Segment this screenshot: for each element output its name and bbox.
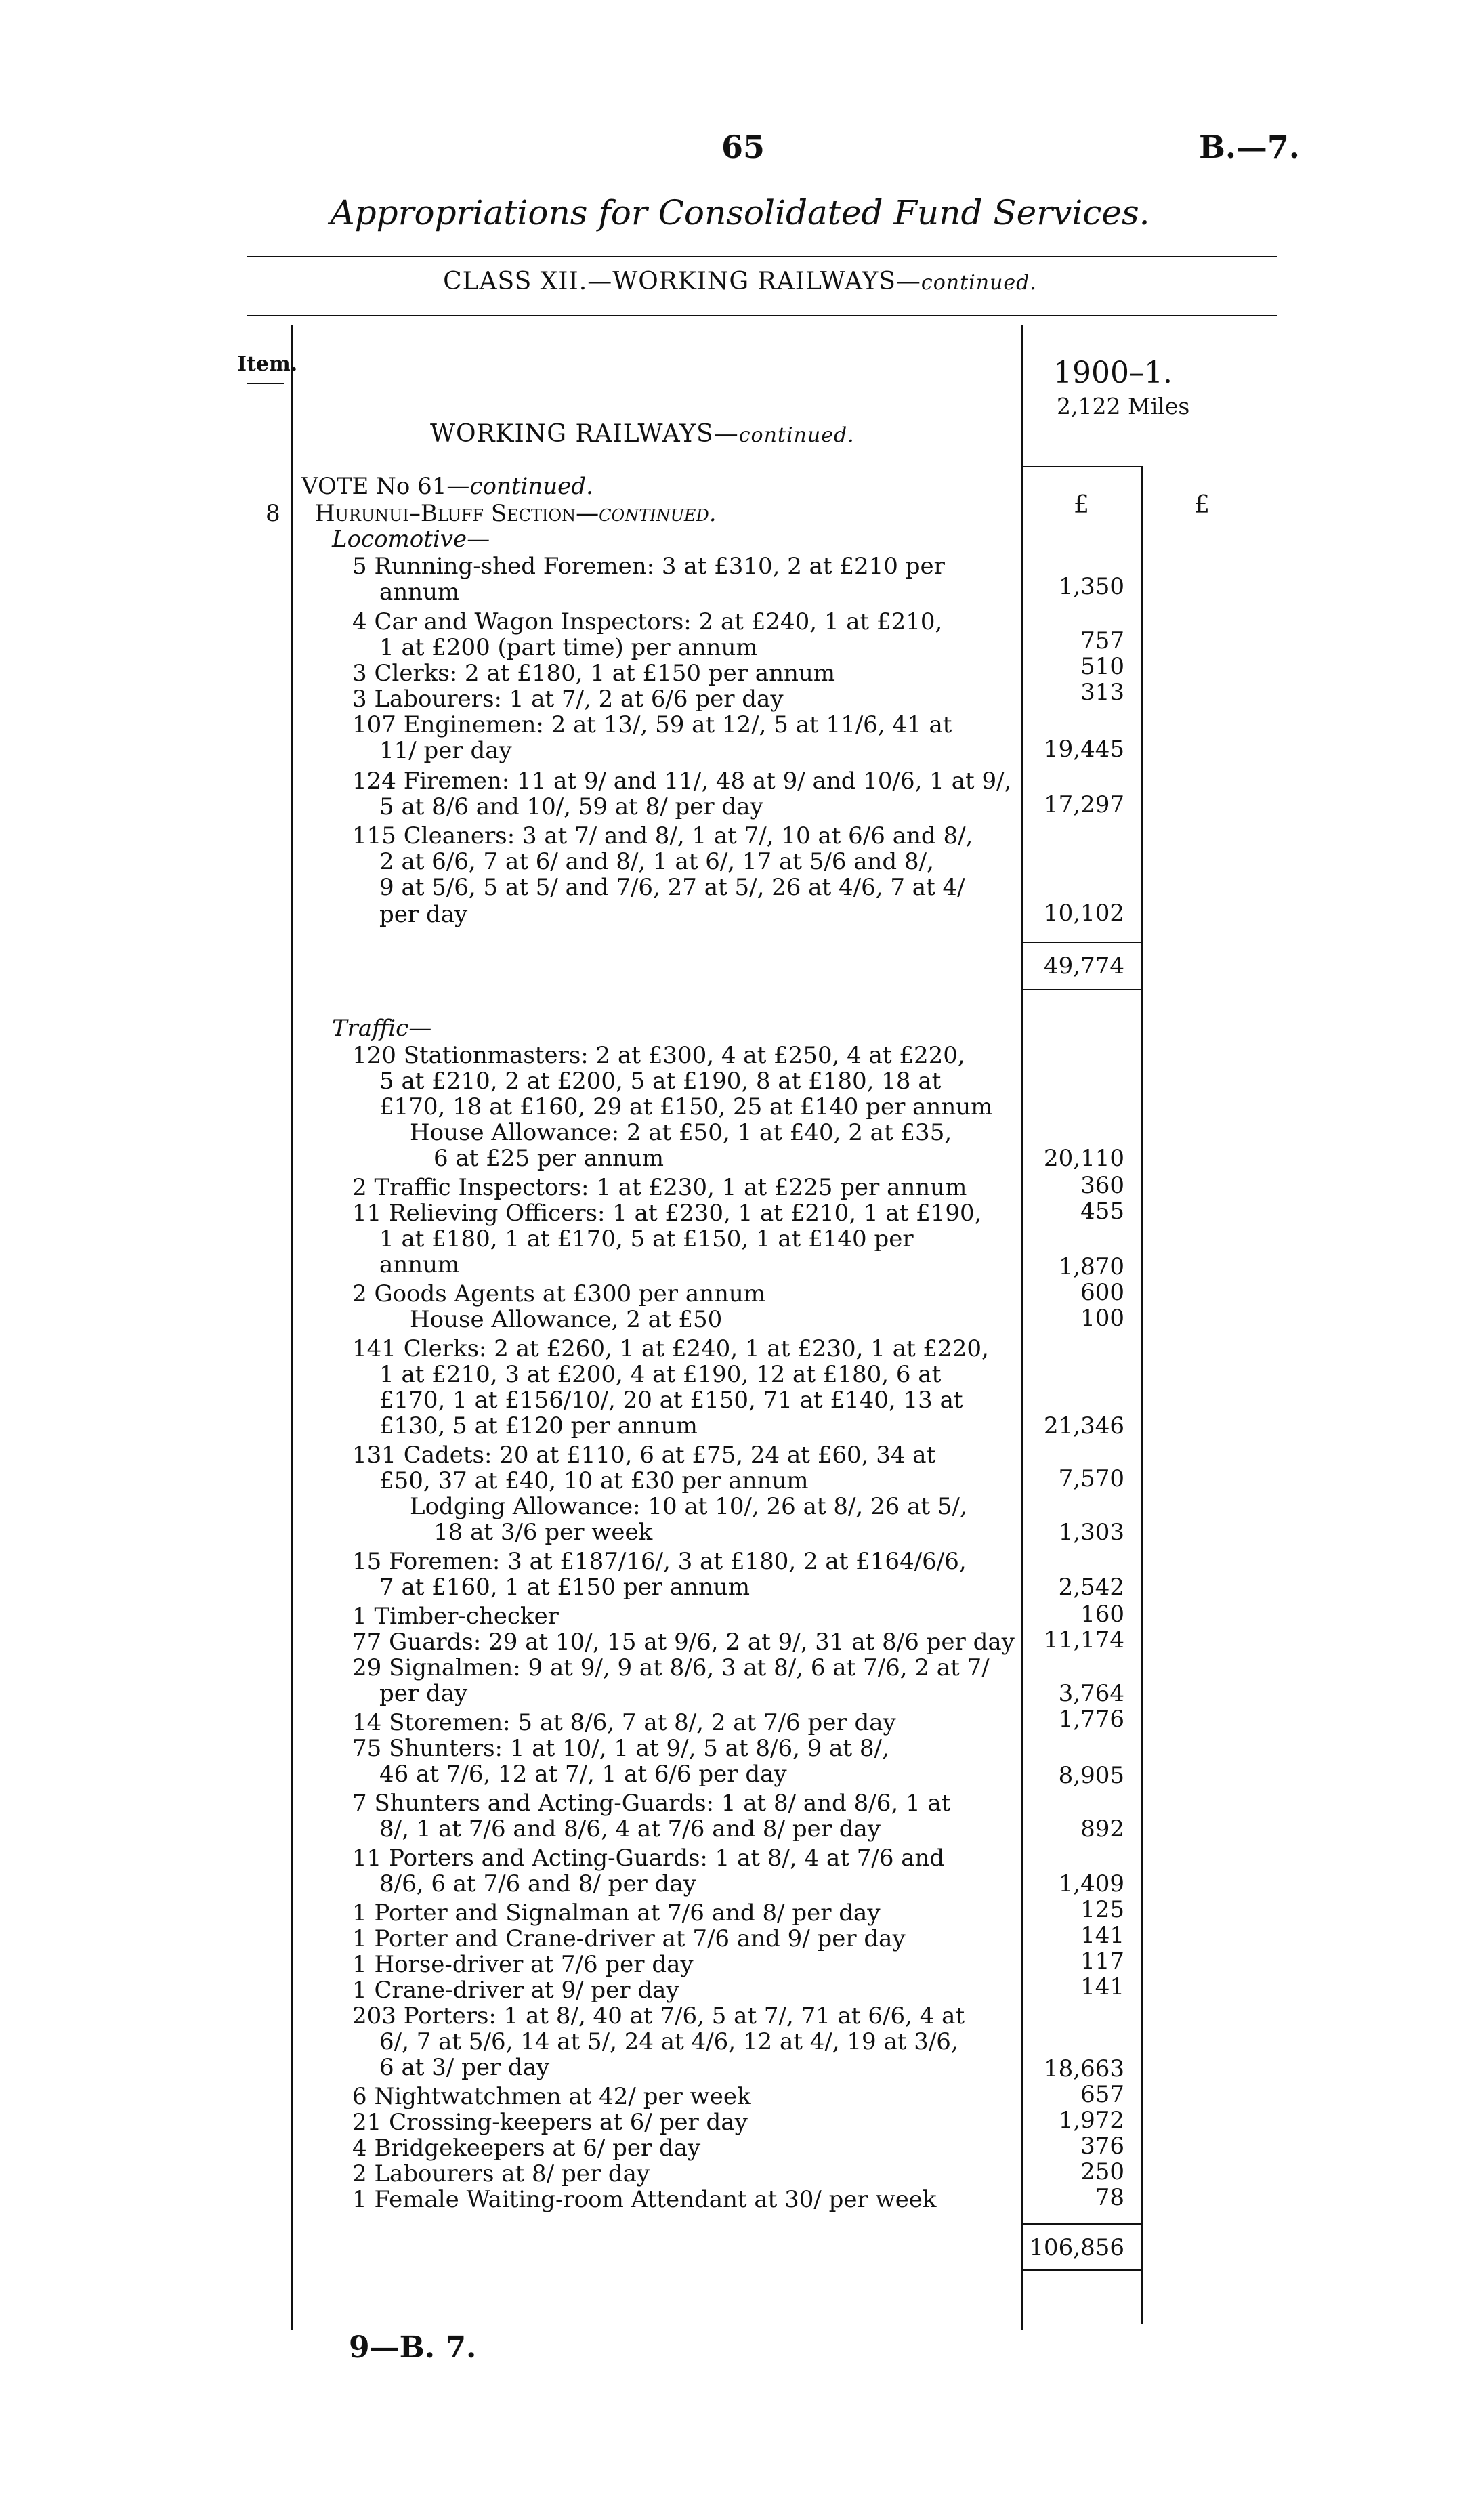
footer-signature: 9—B. 7. <box>349 2330 477 2365</box>
traffic-line: 4 Bridgekeepers at 6/ per day <box>352 2135 701 2162</box>
amount: 1,303 <box>1058 1519 1124 1546</box>
amount: 117 <box>1080 1948 1124 1975</box>
traffic-line: 2 Labourers at 8/ per day <box>352 2160 650 2187</box>
amount: 1,972 <box>1058 2107 1124 2134</box>
traffic-line: 21 Crossing-keepers at 6/ per day <box>352 2109 748 2136</box>
rule-traffic-total <box>1021 2223 1143 2225</box>
traffic-line: £170, 18 at £160, 29 at £150, 25 at £140 per annum <box>379 1093 993 1120</box>
traffic-line: 5 at £210, 2 at £200, 5 at £190, 8 at £180, 18 at <box>379 1068 942 1095</box>
traffic-line: £130, 5 at £120 per annum <box>379 1412 698 1440</box>
traffic-line: 1 at £180, 1 at £170, 5 at £150, 1 at £140 per <box>379 1225 914 1253</box>
traffic-line: 11 Relieving Officers: 1 at £230, 1 at £210, 1 at £190, <box>352 1200 982 1227</box>
rule-locomotive-total-bottom <box>1021 989 1143 990</box>
traffic-line: £170, 1 at £156/10/, 20 at £150, 71 at £140, 13 at <box>379 1387 963 1414</box>
amount: 10,102 <box>1044 900 1124 927</box>
locomotive-line: 124 Firemen: 11 at 9/ and 11/, 48 at 9/ and 10/6, 1 at 9/, <box>352 768 1012 795</box>
amount: 757 <box>1080 627 1124 654</box>
amount: 100 <box>1080 1305 1124 1332</box>
amount: 3,764 <box>1058 1680 1124 1707</box>
traffic-line: 7 Shunters and Acting-Guards: 1 at 8/ and 8/6, 1 at <box>352 1790 951 1817</box>
amount: 141 <box>1080 1973 1124 2000</box>
subsection-heading: Hurunui–Bluff Section—continued. <box>315 500 717 527</box>
traffic-total: 106,856 <box>1029 2234 1124 2261</box>
divider-item-column <box>291 325 293 2330</box>
amount: 2,542 <box>1058 1574 1124 1601</box>
document-reference: B.—7. <box>1199 129 1300 165</box>
locomotive-line: 115 Cleaners: 3 at 7/ and 8/, 1 at 7/, 10 at 6/6 and 8/, <box>352 822 973 849</box>
traffic-line: 14 Storemen: 5 at 8/6, 7 at 8/, 2 at 7/6 per day <box>352 1709 896 1736</box>
amount: 1,350 <box>1058 573 1124 600</box>
locomotive-line: annum <box>379 579 460 606</box>
amount: 892 <box>1080 1815 1124 1843</box>
amount: 160 <box>1080 1601 1124 1628</box>
traffic-line: annum <box>379 1251 460 1278</box>
amount: 78 <box>1095 2184 1124 2211</box>
amount: 510 <box>1080 653 1124 680</box>
locomotive-line: 1 at £200 (part time) per annum <box>379 634 758 661</box>
rule-top <box>247 256 1277 257</box>
amount: 17,297 <box>1044 791 1124 818</box>
amount: 21,346 <box>1044 1412 1124 1440</box>
traffic-line: 15 Foremen: 3 at £187/16/, 3 at £180, 2 at £164/6/6, <box>352 1548 967 1575</box>
page-title: Appropriations for Consolidated Fund Services. <box>330 193 1150 232</box>
section-heading: WORKING RAILWAYS—continued. <box>430 420 855 448</box>
locomotive-line: 5 at 8/6 and 10/, 59 at 8/ per day <box>379 793 763 820</box>
amount: 8,905 <box>1058 1762 1124 1789</box>
traffic-line: 6/, 7 at 5/6, 14 at 5/, 24 at 4/6, 12 at 4/, 19 at 3/6, <box>379 2028 958 2055</box>
class-heading: CLASS XII.—WORKING RAILWAYS—continued. <box>443 268 1037 295</box>
rule-item-header <box>247 383 284 384</box>
locomotive-line: 3 Labourers: 1 at 7/, 2 at 6/6 per day <box>352 686 784 713</box>
amount: 125 <box>1080 1896 1124 1923</box>
traffic-line: 1 Crane-driver at 9/ per day <box>352 1977 679 2004</box>
amount: 313 <box>1080 679 1124 706</box>
traffic-line: per day <box>379 1680 468 1707</box>
traffic-line: 1 Porter and Crane-driver at 7/6 and 9/ per day <box>352 1925 906 1952</box>
amount: 20,110 <box>1044 1145 1124 1172</box>
traffic-line: 120 Stationmasters: 2 at £300, 4 at £250, 4 at £220, <box>352 1042 965 1069</box>
year-heading: 1900–1. <box>1053 356 1172 390</box>
traffic-line: 11 Porters and Acting-Guards: 1 at 8/, 4 at 7/6 and <box>352 1845 945 1872</box>
locomotive-line: 9 at 5/6, 5 at 5/ and 7/6, 27 at 5/, 26 at 4/6, 7 at 4/ <box>379 874 965 901</box>
traffic-line: 1 Horse-driver at 7/6 per day <box>352 1951 694 1978</box>
traffic-line: 131 Cadets: 20 at £110, 6 at £75, 24 at £60, 34 at <box>352 1442 936 1469</box>
divider-amount-right <box>1141 467 1143 2324</box>
traffic-line: 141 Clerks: 2 at £260, 1 at £240, 1 at £230, 1 at £220, <box>352 1335 989 1362</box>
locomotive-line: 11/ per day <box>379 737 512 764</box>
amount: 600 <box>1080 1279 1124 1306</box>
traffic-line: 7 at £160, 1 at £150 per annum <box>379 1574 750 1601</box>
item-number: 8 <box>266 500 280 527</box>
amount: 376 <box>1080 2133 1124 2160</box>
traffic-line: 203 Porters: 1 at 8/, 40 at 7/6, 5 at 7/, 71 at 6/6, 4 at <box>352 2002 965 2030</box>
traffic-line: 6 Nightwatchmen at 42/ per week <box>352 2083 751 2110</box>
traffic-line: 8/, 1 at 7/6 and 8/6, 4 at 7/6 and 8/ per day <box>379 1815 881 1843</box>
page-number: 65 <box>721 129 765 165</box>
locomotive-line: 5 Running-shed Foremen: 3 at £310, 2 at £210 per <box>352 553 945 580</box>
traffic-line: 2 Goods Agents at £300 per annum <box>352 1280 766 1307</box>
amount: 18,663 <box>1044 2055 1124 2082</box>
amount: 11,174 <box>1044 1626 1124 1654</box>
traffic-line: £50, 37 at £40, 10 at £30 per annum <box>379 1467 809 1494</box>
traffic-line: 77 Guards: 29 at 10/, 15 at 9/6, 2 at 9/, 31 at 8/6 per day <box>352 1629 1015 1656</box>
traffic-line: House Allowance: 2 at £50, 1 at £40, 2 at £35, <box>410 1119 952 1146</box>
rule-under-class <box>247 315 1277 316</box>
traffic-line: 18 at 3/6 per week <box>434 1519 653 1546</box>
traffic-line: 8/6, 6 at 7/6 and 8/ per day <box>379 1870 696 1897</box>
traffic-line: 1 at £210, 3 at £200, 4 at £190, 12 at £180, 6 at <box>379 1361 942 1388</box>
pound-sign-1: £ <box>1074 491 1089 519</box>
amount: 1,409 <box>1058 1870 1124 1897</box>
traffic-line: 75 Shunters: 1 at 10/, 1 at 9/, 5 at 8/6, 9 at 8/, <box>352 1735 889 1762</box>
amount: 1,870 <box>1058 1253 1124 1280</box>
pound-sign-2: £ <box>1194 491 1210 519</box>
traffic-line: 1 Timber-checker <box>352 1603 559 1630</box>
traffic-line: House Allowance, 2 at £50 <box>410 1306 723 1333</box>
item-column-label: Item. <box>237 352 298 376</box>
amount: 657 <box>1080 2081 1124 2108</box>
locomotive-line: 2 at 6/6, 7 at 6/ and 8/, 1 at 6/, 17 at 5/6 and 8/, <box>379 848 934 875</box>
locomotive-line: 3 Clerks: 2 at £180, 1 at £150 per annum <box>352 660 836 687</box>
locomotive-line: per day <box>379 901 468 928</box>
locomotive-heading: Locomotive— <box>332 526 490 553</box>
rule-column-header <box>1021 466 1143 467</box>
traffic-line: 6 at £25 per annum <box>434 1145 664 1172</box>
amount: 360 <box>1080 1172 1124 1199</box>
amount: 141 <box>1080 1922 1124 1949</box>
amount: 1,776 <box>1058 1706 1124 1733</box>
rule-traffic-total-bottom <box>1021 2269 1143 2271</box>
vote-heading: VOTE No 61—continued. <box>301 473 593 500</box>
amount: 19,445 <box>1044 736 1124 763</box>
traffic-line: 29 Signalmen: 9 at 9/, 9 at 8/6, 3 at 8/, 6 at 7/6, 2 at 7/ <box>352 1654 990 1681</box>
traffic-line: 6 at 3/ per day <box>379 2054 550 2081</box>
traffic-line: 2 Traffic Inspectors: 1 at £230, 1 at £225 per annum <box>352 1174 967 1201</box>
traffic-line: 1 Female Waiting-room Attendant at 30/ per week <box>352 2186 937 2213</box>
locomotive-line: 107 Enginemen: 2 at 13/, 59 at 12/, 5 at 11/6, 41 at <box>352 711 952 738</box>
amount: 455 <box>1080 1198 1124 1225</box>
traffic-line: Lodging Allowance: 10 at 10/, 26 at 8/, 26 at 5/, <box>410 1493 967 1520</box>
traffic-line: 1 Porter and Signalman at 7/6 and 8/ per day <box>352 1899 881 1927</box>
miles-heading: 2,122 Miles <box>1057 393 1190 419</box>
locomotive-total: 49,774 <box>1044 952 1124 980</box>
amount: 7,570 <box>1058 1465 1124 1492</box>
locomotive-line: 4 Car and Wagon Inspectors: 2 at £240, 1 at £210, <box>352 608 943 635</box>
traffic-line: 46 at 7/6, 12 at 7/, 1 at 6/6 per day <box>379 1761 787 1788</box>
traffic-heading: Traffic— <box>332 1015 432 1042</box>
rule-locomotive-total <box>1021 942 1143 943</box>
amount: 250 <box>1080 2158 1124 2185</box>
